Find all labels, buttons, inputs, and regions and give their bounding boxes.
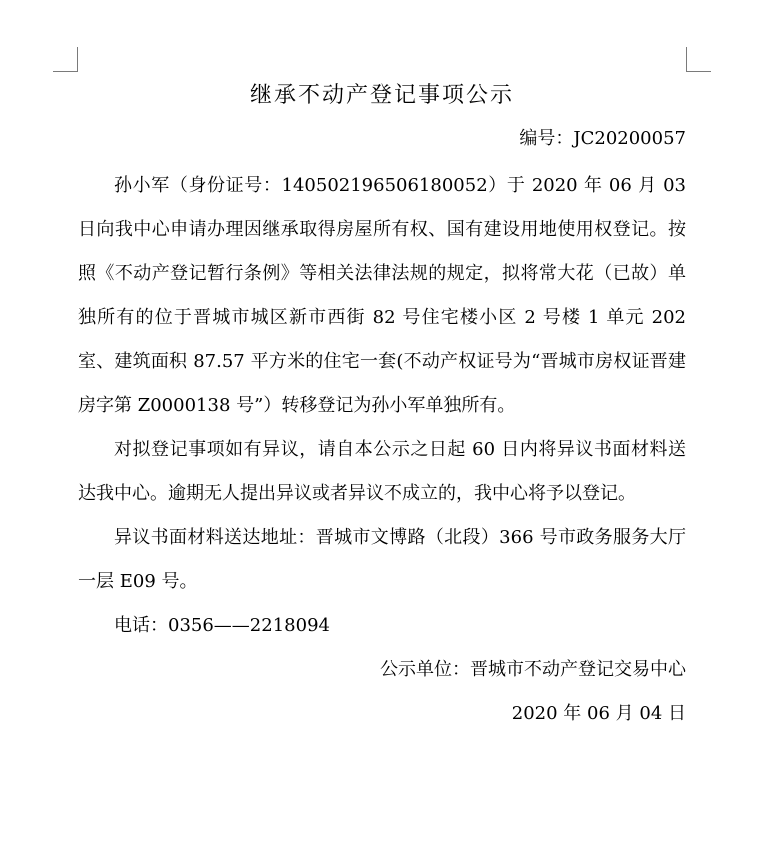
body-paragraph-application: 孙小军（身份证号：140502196506180052）于 2020 年 06 月 03 日向我中心申请办理因继承取得房屋所有权、国有建设用地使用权登记。按照《不动产登记暂行条例》等相关法律法规的规定，拟将常大花（已故）单独所有的位于晋城市城区新市西街 82 号住宅楼小区 2 号楼 1 单元 202 室、建筑面积 87.57 平方米的住宅一套(不动产权证号为“晋城市房权证晋建房字第 Z0000138 号”）转移登记为孙小军单独所有。 bbox=[78, 175, 686, 416]
issuer-line: 公示单位：晋城市不动产登记交易中心 bbox=[380, 659, 686, 680]
issue-date: 2020 年 06 月 04 日 bbox=[511, 703, 686, 724]
body-paragraph-phone: 电话：0356——2218094 bbox=[114, 615, 330, 636]
document-title: 继承不动产登记事项公示 bbox=[249, 83, 514, 108]
document-page bbox=[78, 78, 686, 736]
page-corner-mark-top-left bbox=[53, 47, 78, 72]
document-number: 编号：JC20200057 bbox=[519, 128, 686, 149]
body-paragraph-objection: 对拟登记事项如有异议，请自本公示之日起 60 日内将异议书面材料送达我中心。逾期无人提出异议或者异议不成立的，我中心将予以登记。 bbox=[78, 439, 686, 504]
body-paragraph-address: 异议书面材料送达地址：晋城市文博路（北段）366 号市政务服务大厅一层 E09 号。 bbox=[78, 527, 686, 592]
page-corner-mark-top-right bbox=[686, 47, 711, 72]
